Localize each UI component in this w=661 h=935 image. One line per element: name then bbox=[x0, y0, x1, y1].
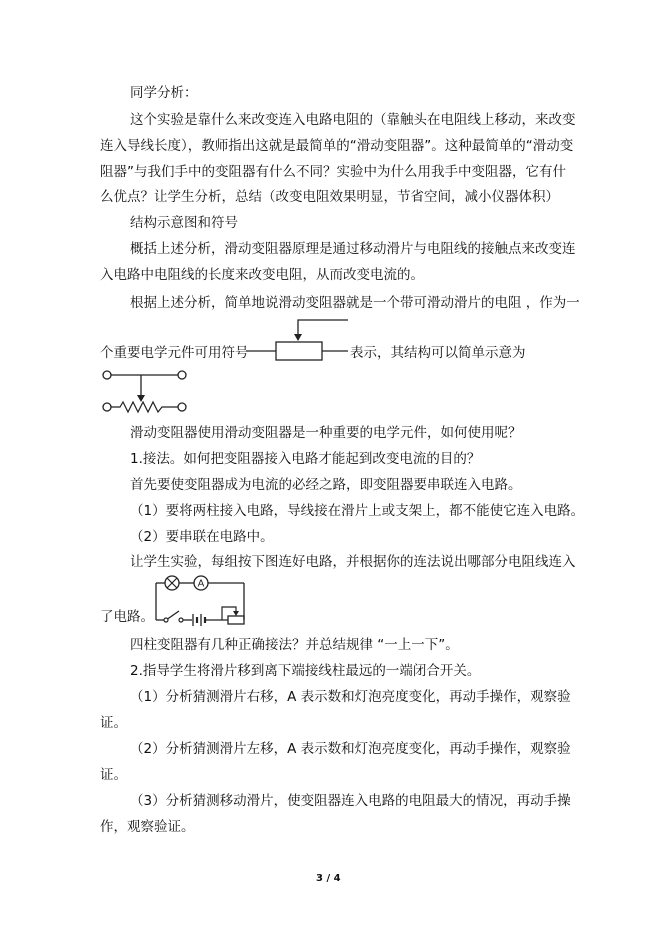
text-line: 概括上述分析，滑动变阻器原理是通过移动滑片与电阻线的接触点来改变连 bbox=[130, 241, 576, 257]
text-line: 这个实验是靠什么来改变连入电路电阻的（靠触头在电阻线上移动，来改变 bbox=[130, 112, 576, 128]
text-line: 同学分析： bbox=[130, 85, 198, 101]
lamp-icon bbox=[165, 576, 179, 590]
text-line: 根据上述分析，简单地说滑动变阻器就是一个带可滑动滑片的电阻 ，作为一 bbox=[130, 295, 580, 311]
circuit-diagram bbox=[150, 574, 250, 626]
text-line: 了电路。 bbox=[100, 609, 154, 625]
text-line: 证。 bbox=[100, 767, 127, 783]
text-line: 阻器”与我们手中的变阻器有什么不同？实验中为什么用我手中变阻器，它有什 bbox=[100, 164, 566, 180]
page-number: 3 / 4 bbox=[316, 873, 341, 884]
text-line: 四柱变阻器有几种正确接法？并总结规律 “一上一下”。 bbox=[130, 637, 459, 653]
rheostat-structure-diagram bbox=[98, 366, 192, 416]
text-line: 入电路中电阻线的长度来改变电阻，从而改变电流的。 bbox=[100, 267, 424, 283]
switch-icon bbox=[164, 611, 183, 622]
text-line: 首先要使变阻器成为电流的必经之路，即变阻器要串联连入电路。 bbox=[130, 477, 522, 493]
text-line: 滑动变阻器使用滑动变阻器是一种重要的电学元件，如何使用呢？ bbox=[130, 425, 522, 441]
text-line: （2）要串联在电路中。 bbox=[130, 529, 274, 545]
ammeter-icon bbox=[194, 576, 208, 590]
text-line: （1）要将两柱接入电路，导线接在滑片上或支架上，都不能使它连入电路。 bbox=[130, 503, 585, 519]
rheostat-symbol bbox=[246, 318, 350, 366]
text-line: （3）分析猜测移动滑片，使变阻器连入电路的电阻最大的情况，再动手操 bbox=[130, 793, 571, 809]
rheostat-icon bbox=[222, 607, 244, 624]
text-line: 1.接法。如何把变阻器接入电路才能起到改变电流的目的？ bbox=[130, 451, 481, 467]
ammeter-label: A bbox=[197, 578, 205, 590]
text-line: 作，观察验证。 bbox=[100, 819, 195, 835]
text-line: （1）分析猜测滑片右移，A 表示数和灯泡亮度变化，再动手操作，观察验 bbox=[130, 689, 571, 705]
text-line: 连入导线长度），教师指出这就是最简单的“滑动变阻器”。这种最简单的“滑动变 bbox=[100, 138, 574, 154]
text-line: （2）分析猜测滑片左移，A 表示数和灯泡亮度变化，再动手操作，观察验 bbox=[130, 741, 571, 757]
text-line: 2.指导学生将滑片移到离下端接线柱最远的一端闭合开关。 bbox=[130, 663, 481, 679]
text-line: 结构示意图和符号 bbox=[130, 215, 238, 231]
text-line: 证。 bbox=[100, 715, 127, 731]
text-line: 个重要电学元件可用符号 bbox=[100, 345, 249, 361]
text-line: 让学生实验，每组按下图连好电路，并根据你的连法说出哪部分电阻线连入 bbox=[130, 554, 576, 570]
battery-icon bbox=[193, 614, 205, 626]
text-line: 表示，其结构可以简单示意为 bbox=[350, 345, 526, 361]
text-line: 么优点？让学生分析，总结（改变电阻效果明显，节省空间，减小仪器体积） bbox=[100, 189, 559, 205]
